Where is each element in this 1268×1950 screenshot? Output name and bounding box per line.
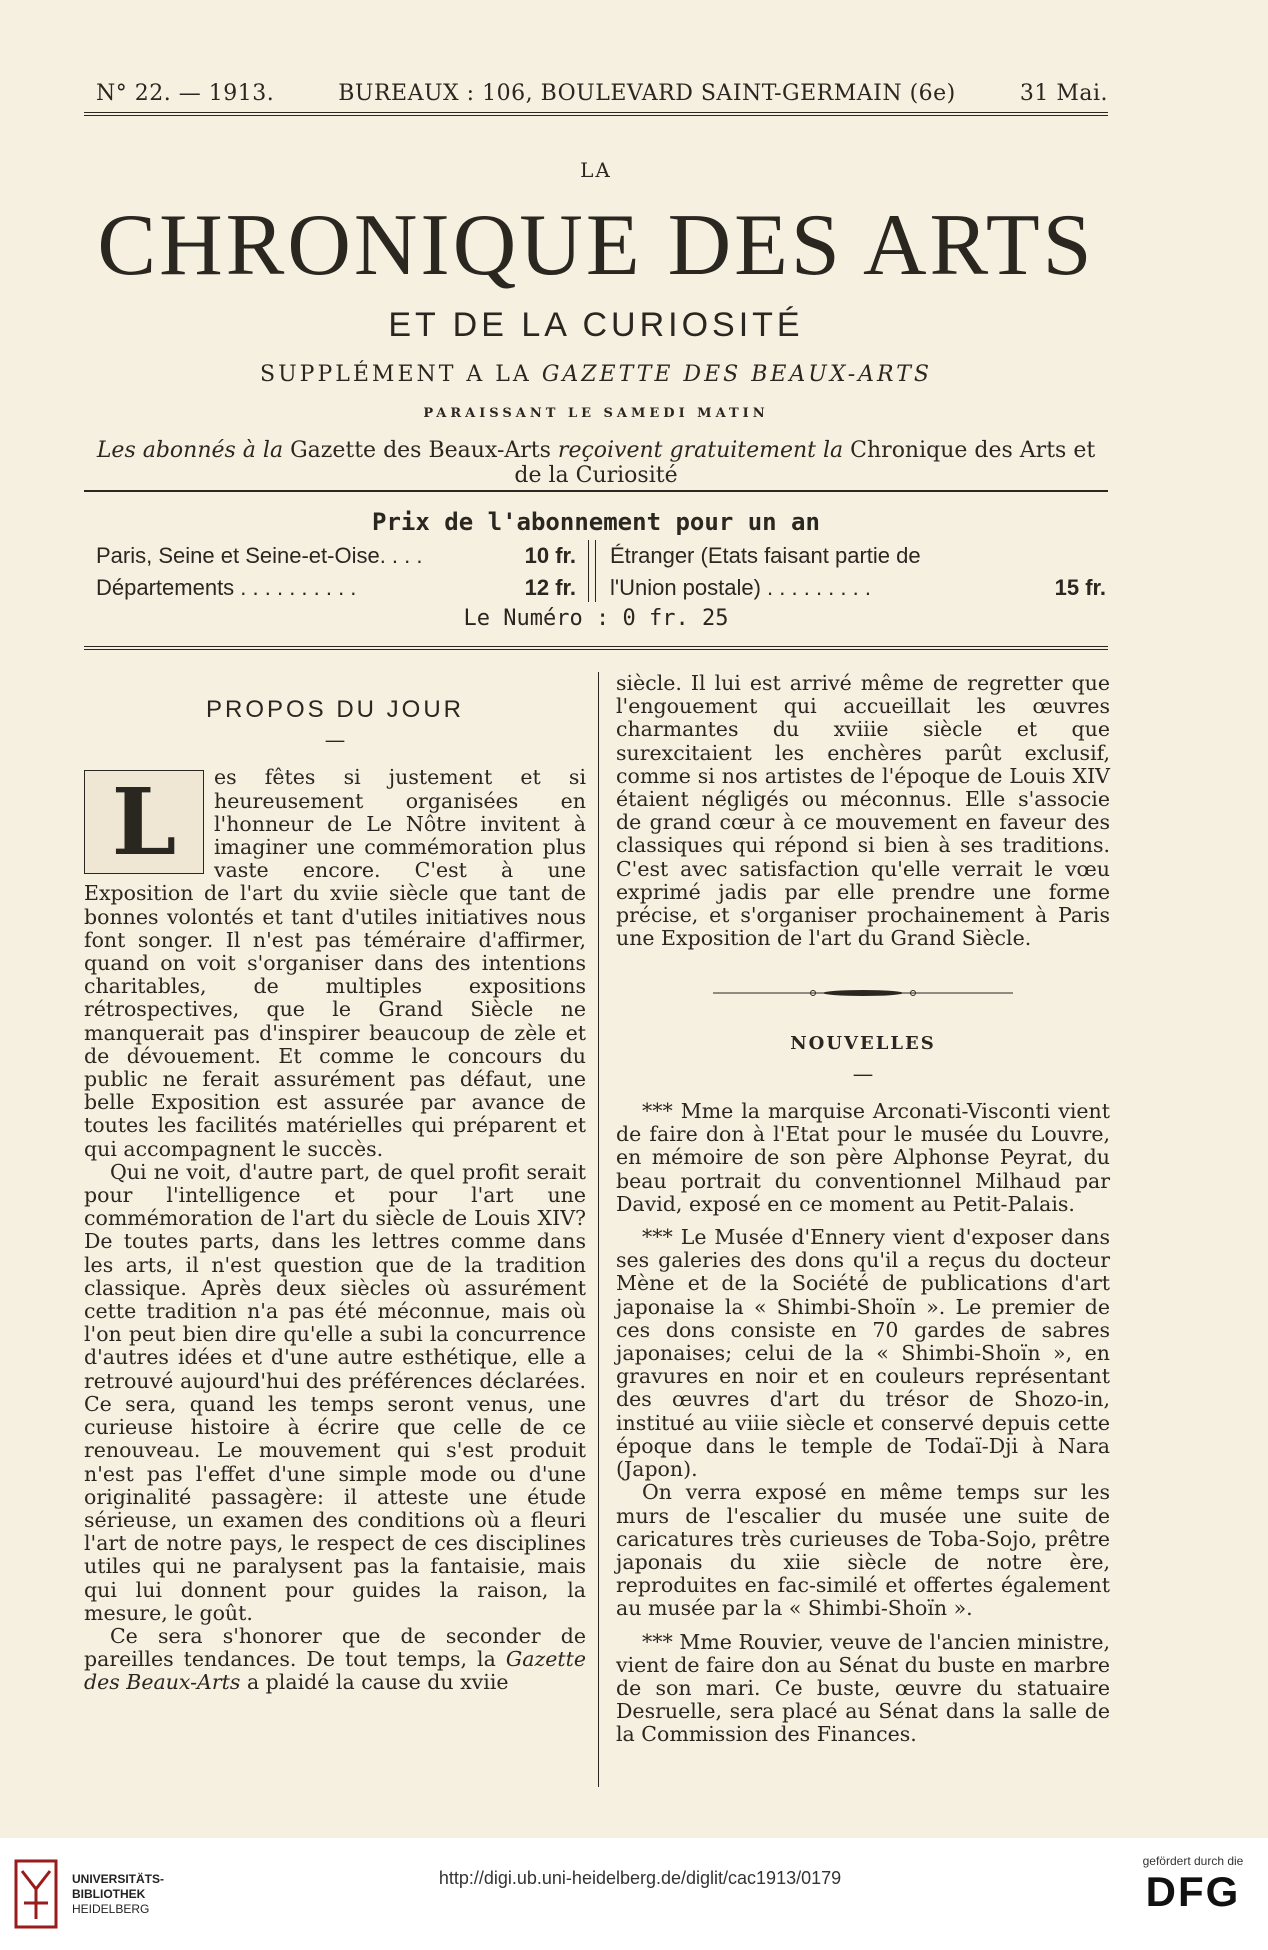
- etranger-line-2: l'Union postale) . . . . . . . . .: [610, 575, 871, 600]
- university-seal-icon: [14, 1859, 58, 1929]
- pricing-dept-row: [96, 572, 576, 604]
- propos-p3-c: a plaidé la cause du xviie: [246, 1670, 509, 1695]
- abonnes-part-1: Les abonnés à la: [96, 438, 284, 463]
- nouvelle-toba-sojo: On verra exposé en même temps sur les murs de l'escalier du musée une suite de caricatures très curieuses de Toba-Sojo, prêtre japonais du xiie siècle de notre ère, reproduites en fac-similé et offertes également au musée par la « Shimbi-Shoïn ».: [616, 1480, 1110, 1621]
- pricing-separator: [588, 540, 596, 602]
- supplement-gazette: GAZETTE DES BEAUX-ARTS: [541, 362, 932, 387]
- first-paragraph-block: [84, 766, 586, 1160]
- section-ornament: [616, 980, 1110, 1003]
- propos-paragraph-1: es fêtes si justement et si heureusement organisées en l'honneur de Le Nôtre invitent à imaginer une commémoration plus vaste encore. C'est à une Exposition de l'art du xviie siècle que tant de bonnes volontés et tant d'utiles initiatives nous font songer. Il n'est pas téméraire d'affirmer, quand on voit s'organiser dans des intentions charitables, de multiples expositions rétrospectives, que le Grand Siècle ne manquerait pas d'inspirer beaucoup de zèle et de dévouement. Et comme le concours du public ne ferait assurément pas défaut, une belle Exposition est assurée par avance de toutes les facilités matérielles qui préparent et qui accompagnent le succès.: [84, 765, 586, 1161]
- propos-heading: PROPOS DU JOUR: [205, 696, 465, 723]
- pricing-foreign: [610, 540, 1106, 604]
- supplement-prefix: SUPPLÉMENT A LA: [260, 362, 532, 387]
- etranger-line-1: Étranger (Etats faisant partie de: [610, 543, 921, 568]
- abonnes-line: [84, 438, 1108, 488]
- dept-price: 12 fr.: [524, 575, 576, 600]
- ornamental-dropcap: L: [84, 770, 204, 874]
- pricing-paris-row: [96, 540, 576, 572]
- propos-paragraph-2: Qui ne voit, d'autre part, de quel profit serait pour l'intelligence et pour l'art une commémoration de l'art du siècle de Louis XIV? De toutes parts, dans les lettres comme dans les arts, il n'est question que de la tradition classique. Après deux siècles où assurément cette tradition n'a pas été méconnue, mais où l'on peut bien dire qu'elle a subi la concurrence d'autres idées et d'une autre esthétique, elle a retrouvé aujourd'hui des préférences déclarées. Ce sera, quand les temps seront venus, une curieuse histoire à écrire que celle de ce renouveau. Le mouvement qui s'est produit n'est pas l'effet d'une simple mode ou d'une originalité passagère: il atteste une étude sérieuse, un examen des conditions où a fleuri l'art de notre pays, le respect de ces disciplines utiles qui ne paralysent pas la fantaisie, mais qui lui donnent pour guides la raison, la mesure, le goût.: [84, 1159, 586, 1625]
- bureaux-address: BUREAUX : 106, BOULEVARD SAINT-GERMAIN (6e): [338, 80, 956, 106]
- numero-price: Le Numéro : 0 fr. 25: [463, 606, 729, 631]
- pricing-title: Prix de l'abonnement pour un an: [372, 508, 820, 536]
- header-rule: [84, 112, 1108, 116]
- left-column: [84, 672, 586, 1695]
- abonnes-part-2: Gazette des Beaux-Arts: [290, 438, 551, 463]
- masthead-title: CHRONIQUE DES ARTS: [97, 197, 1095, 294]
- paris-price: 10 fr.: [524, 543, 576, 568]
- paris-label: Paris, Seine et Seine-et-Oise. . . .: [96, 543, 423, 568]
- propos-p3-a: Ce sera s'honorer que de seconder de pareilles tendances. De tout temps, la: [84, 1623, 586, 1672]
- nouvelle-arconati: *** Mme la marquise Arconati-Visconti vient de faire don à l'Etat pour le musée du Louvre, en mémoire de son père Alphonse Peyrat, du beau portrait du conventionnel Milhaud par David, exposé en ce moment au Petit-Palais.: [616, 1099, 1110, 1216]
- nouvelle-ennery: *** Le Musée d'Ennery vient d'exposer dans ses galeries des dons qu'il a reçus du docteur Mène et de la Société de publications d'art japonaise la « Shimbi-Shoïn ». Le premier de ces dons consiste en 70 gardes de sabres japonaises; celui de la « Shimbi-Shoïn », en gravures en noir et en couleurs représentant des œuvres d'art du trésor de Shozo-in, institué au viiie siècle et conservé depuis cette époque dans le temple de Todaï-Dji à Nara (Japon).: [616, 1225, 1110, 1482]
- masthead-la: LA: [580, 158, 612, 182]
- column-separator: [598, 672, 599, 1787]
- right-column: [616, 672, 1110, 1747]
- masthead-subtitle: ET DE LA CURIOSITÉ: [388, 306, 804, 344]
- masthead-rule: [84, 490, 1108, 492]
- abonnes-part-3: reçoivent gratuitement la: [557, 438, 844, 463]
- dfg-wordmark: DFG: [1145, 1868, 1241, 1915]
- nouvelle-rouvier: *** Mme Rouvier, veuve de l'ancien ministre, vient de faire don au Sénat du buste en marbre de son mari. Ce buste, œuvre du statuaire Desruelle, sera placé au Sénat dans la salle de la Commission des Finances.: [616, 1629, 1110, 1747]
- uni-line-3: HEIDELBERG: [72, 1901, 150, 1916]
- abonnes-part-4: Chronique des Arts et de la Curiosité: [514, 438, 1096, 488]
- university-name: [72, 1872, 164, 1917]
- nouvelles-heading: NOUVELLES: [790, 1032, 936, 1054]
- footer-bar: [0, 1838, 1268, 1950]
- source-url-link[interactable]: http://digi.ub.uni-heidelberg.de/diglit/cac1913/0179: [438, 1868, 842, 1888]
- issue-number: N° 22. — 1913.: [96, 80, 275, 106]
- etranger-row: [610, 572, 1106, 604]
- paraissant-line: PARAISSANT LE SAMEDI MATIN: [423, 406, 769, 421]
- propos-dash: —: [324, 728, 346, 753]
- uni-line-2: BIBLIOTHEK: [72, 1886, 146, 1901]
- supplement-line: [84, 362, 1108, 387]
- issue-date: 31 Mai.: [1019, 80, 1108, 106]
- heidelberg-logo[interactable]: [14, 1856, 234, 1932]
- nouvelles-dash: —: [852, 1061, 874, 1086]
- ornament-rule-icon: [713, 988, 1013, 998]
- dfg-logo[interactable]: [1128, 1854, 1258, 1916]
- page-header: [96, 76, 1108, 110]
- propos-continuation: siècle. Il lui est arrivé même de regretter que l'engouement qui accueillait les œuvres charmantes du xviiie siècle et que surexcitaient les enchères parût exclusif, comme si nos artistes de l'époque de Louis XIV étaient négligés ou méconnus. Elle s'associe de grand cœur à ce mouvement en faveur des classiques qui répond si bien à ses traditions. C'est avec satisfaction qu'elle verrait le vœu exprimé jadis par elle prendre une forme précise, et s'organiser prochainement à Paris une Exposition de l'art du Grand Siècle.: [616, 671, 1110, 951]
- propos-p3-gazette: Gazette des Beaux-Arts: [84, 1647, 586, 1695]
- dfg-caption: gefördert durch die: [1142, 1854, 1244, 1868]
- pricing-rule: [84, 646, 1108, 650]
- etranger-price: 15 fr.: [1054, 575, 1106, 600]
- pricing-domestic: [96, 540, 576, 604]
- propos-paragraph-3: [84, 1625, 586, 1695]
- dept-label: Départements . . . . . . . . . .: [96, 575, 357, 600]
- uni-line-1: UNIVERSITÄTS-: [72, 1871, 165, 1886]
